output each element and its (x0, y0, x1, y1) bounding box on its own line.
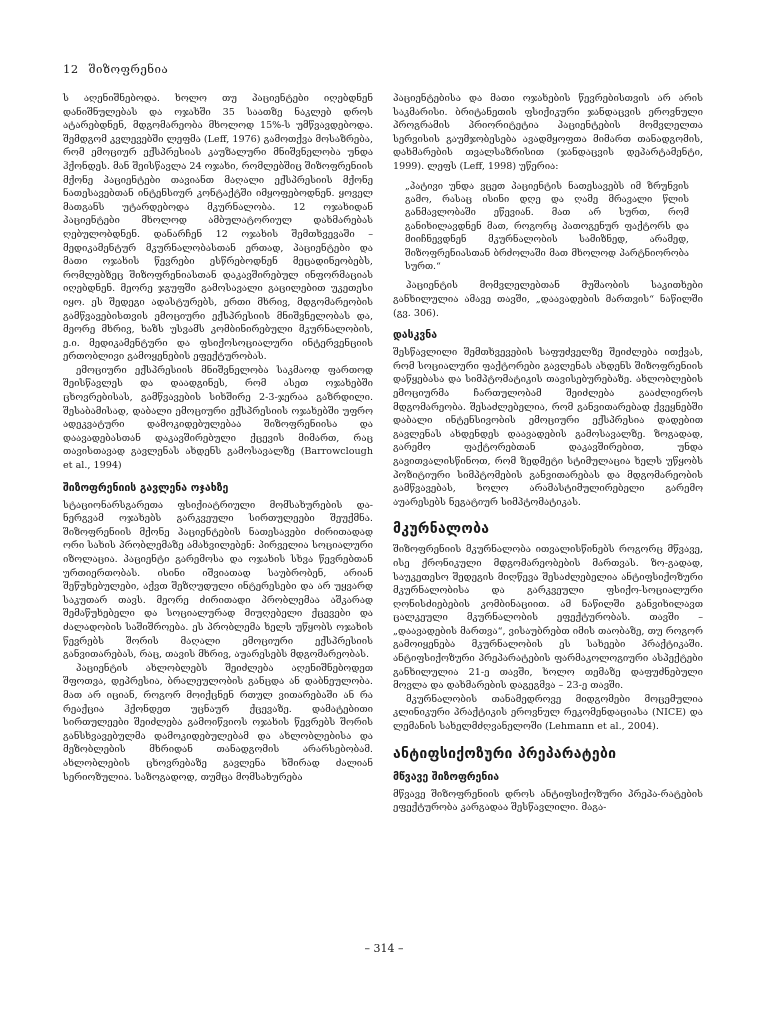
subsection-heading-acute-schizophrenia: მწვავე შიზოფრენია (393, 770, 500, 783)
left-paragraph-4: პაციენტის ახლობლებს შეიძლება აღენიშნებოდეთ შფოთვა, დეპრესია, ბრალეულობის განცდა ან დაბნეულობა. მათ არ იციან, როგორ მოიქცნენ რთულ ვითარებაში ან რა რეაქცია ჰქონდეთ უცნაურ ქცევაზე. დამატებითი სირთულეები შეიძლება გამოიწვიოს ოჯახის წევრებს შორის განსხვავებულმა დამოკიდებულებამ და ახლობლებისა და მეზობლების მხრიდან თანადგომის არარსებობამ. ახლობლების ცხოვრებაზე გავლენა ხშირად ძალიან სერიოზულია. საზოგადოდ, თუმცა მომსახურება (63, 662, 373, 783)
right-paragraph-1: პაციენტებისა და მათი ოჯახების წევრებისთვის არ არის საკმარისი. ბრიტანეთის ფსიქიკური ჯანდაცვის ეროვნული პროგრამის პრიორიტეტია პაციენტების მომვლელთა სერვისის გაუმჯობესება ავადმყოფთა მიმართ თანადგომის, დახმარების თვალსაზრისით (ჯანდაცვის დეპარტამენტი, 1999). ლეფს (Leff, 1998) უწერია: (393, 93, 703, 172)
right-column (393, 92, 703, 815)
left-paragraph-2: ემოციური ექსპრესიის მნიშვნელობა საკმაოდ ფართოდ შეისწავლეს და დაადგინეს, რომ ასეთ ოჯახებში ცხოვრებისას, გამწვავების სიხშირე 2-3-ჯერაა გაზრდილი. შესაბამისად, დაბალი ემოციური ექსპრესიის ოჯახებში უფრო ადეკვატური დამოკიდებულებაა შიზოფრენიისა და დაავადებასთან დაკავშირებული ქცევის მიმართ, რაც თავისთავად გავლენას ახდენს გამოსავალზე (Barrowclough et al., 1994) (63, 364, 373, 472)
right-paragraph-4: შიზოფრენიის მკურნალობა ითვალისწინებს როგორც მწვავე, ისე ქრონიკული მდგომარეობების მართვას. ზო-გადად, საუკეთესო შედეგის მიღწევა შესაძლებელია ანტიფსიქოზური მკურნალობისა და გარკვეული ფსიქო-სოციალური ღონისძიებების კომბინაციით. ამ ნაწილში განვიხილავთ ცალკეული მკურნალობის ეფექტურობას. თავში – „დაავადების მართვა“, ვისაუბრებთ იმის თაობაზე, თუ როგორ გამოიყენება მკურნალობის ეს სახეები პრაქტიკაში. ანტიფსიქოზური პრეპარატების ფარმაკოლოგიური ასპექტები განხილულია 21-ე თავში, ხოლო თემაზე დაფუძნებული მოვლა და დახმარების დაგეგმვა – 23-ე თავში. (393, 544, 703, 692)
document-page (63, 62, 703, 962)
section-heading-treatment: მკურნალობა (393, 521, 490, 538)
header-title: შიზოფრენია (88, 62, 169, 76)
section-heading-family-impact: შიზოფრენიის გავლენა ოჯახზე (63, 481, 229, 494)
right-paragraph-3: შესწავლილი შემთხვევების საფუძველზე შეიძლება ითქვას, რომ სოციალური ფაქტორები გავლენას ახდენს შიზოფრენიის დაწყებასა და სიმპტომატიკის თავისებურებაზე. ახლობლების ემოციურმა ჩართულობამ შეიძლება გააძლიეროს მდგომარეობა. შესაძლებელია, რომ განვითარებად ქვეყნებში დაბალი ინტენსივობის ემოციური ექსპრესია დადებით გავლენას ახდენდეს დაავადების გამოსავალზე. ზოგადად, გარემო ფაქტორებთან დაკავშირებით, უნდა გავითვალისწინოთ, რომ ზედმეტი სტიმულაცია ხელს უწყობს პოზიტიური სიმპტომების განვითარებას და მდგომარეობის გამწვავებას, ხოლო არამასტიმულირებელი გარემო აუარესებს ნეგატიურ სიმპტომატიკას. (393, 347, 703, 508)
running-head (63, 62, 168, 76)
section-heading-antipsychotics: ანტიფსიქოზური პრეპარატები (393, 745, 617, 762)
section-heading-conclusion: დასკვნა (393, 329, 438, 342)
footer-page-number: – 314 – (364, 942, 404, 955)
left-paragraph-3: სტაციონარსგარეთა ფსიქიატრიული მომსახურების და-ნერგვამ ოჯახებს გარკვეული სირთულეები შეუქმნა. შიზოფრენიის მქონე პაციენტების ნათესავები ძირითადად ორი სახის პრობლემაზე ამახვილებენ: პირველია სოციალური იზოლაცია. პაციენტი გარემოსა და ოჯახის სხვა წევრებთან ურთიერთობას. ისინი იშვიათად საუბრობენ, არიან შეწუხებულები, აქვთ შეზღუდული ინტერესები და არ უყვარდ საკუთარ თავს. მეორე ძირითადი პრობლემაა აშკარად შემაწუხებელი და სოციალურად მიუღებელი ქცევები და ძალადობის საშიშროება. ეს პრობლემა ხელს უწყობს ოჯახის წევრებს შორის მაღალი ემოციური ექსპრესიის განვითარებას, რაც, თავის მხრივ, აუარესებს მდგომარეობას. (63, 499, 373, 661)
right-paragraph-2: პაციენტის მომვლელებთან მუშაობის საკითხები განხილულია ამავე თავში, „დაავადების მართვის“ ნაწილში (გვ. 306). (393, 280, 703, 319)
left-paragraph-1: ს აღენიშნებოდა. ხოლო თუ პაციენტები იღებდნენ დანიშნულებას და ოჯახში 35 საათზე ნაკლებ დროს ატარებდნენ, მდგომარეობა მხოლოდ 15%-ს უმწვავდებოდა. შემდგომ კვლევებში ლეფმა (Leff, 1976) გამოთქვა მოსაზრება, რომ ემოციურ ექსპრესიას კაუზალური მნიშვნელობა უნდა ჰქონდეს. მან შეისწავლა 24 ოჯახი, რომლებშიც შიზოფრენიის მქონე პაციენტები თავიანთ მაღალი ექსპრესიის მქონე ნათესავებთან ინტენსიურ კონტაქტში იმყოფებოდნენ. ყოველ მათგანს უტარდებოდა მკურნალობა. 12 ოჯახიდან პაციენტები მხოლოდ ამბულატორიულ დახმარებას ღებულობდნენ. დანარჩენ 12 ოჯახის შემთხვევაში – მედიკამენტურ მკურნალობასთან ერთად, პაციენტები და მათი ოჯახის წევრები ესწრებოდნენ მეცადინეობებს, რომლებზეც შიზოფრენიასთან დაკავშირებულ ინფორმაციას იღებდნენ. მეორე ჯგუფში გამოსავალი გაცილებით უკეთესი იყო. ეს შედეგი ადასტურებს, ერთი მხრივ, მდგომარეობის გამწვავებისთვის ემოციური ექსპრესიის მნიშვნელობას და, მეორე მხრივ, ხაზს უსვამს კომბინირებული მკურნალობის, ე.ი. მედიკამენტური და ფსიქოსოციალური ინტერვენციის ერთობლივი გამოყენების ეფექტურობას. (63, 93, 373, 363)
right-paragraph-6: მწვავე შიზოფრენიის დროს ანტიფსიქოზური პრეპა-რატების ეფექტურობა კარგადაა შესწავლილი. მაგა- (393, 788, 703, 814)
leff-quote: „პატივი უნდა ვცეთ პაციენტის ნათესავებს იმ ზრუნვის გამო, რასაც ისინი დღე და ღამე მრავალი წლის განმავლობაში ეწევიან. მათ არ სურთ, რომ განიხილავდნენ მათ, როგორც პათოგენურ ფაქტორს და მიიჩნევდნენ მკურნალობის სამიზნედ, არამედ, შიზოფრენიასთან ბრძოლაში მათ მხოლოდ პარტნიორობა სურთ.“ (405, 180, 689, 272)
header-page-number: 12 (63, 62, 79, 76)
left-column (63, 92, 373, 784)
right-paragraph-5: მკურნალობის თანამედროვე მიდგომები მოცემულია კლინიკური პრაქტიკის ეროვნულ რეკომენდაციასა (NICE) და ლემანის სახელმძღვანელოში (Lehmann et al., 2004). (393, 693, 703, 733)
